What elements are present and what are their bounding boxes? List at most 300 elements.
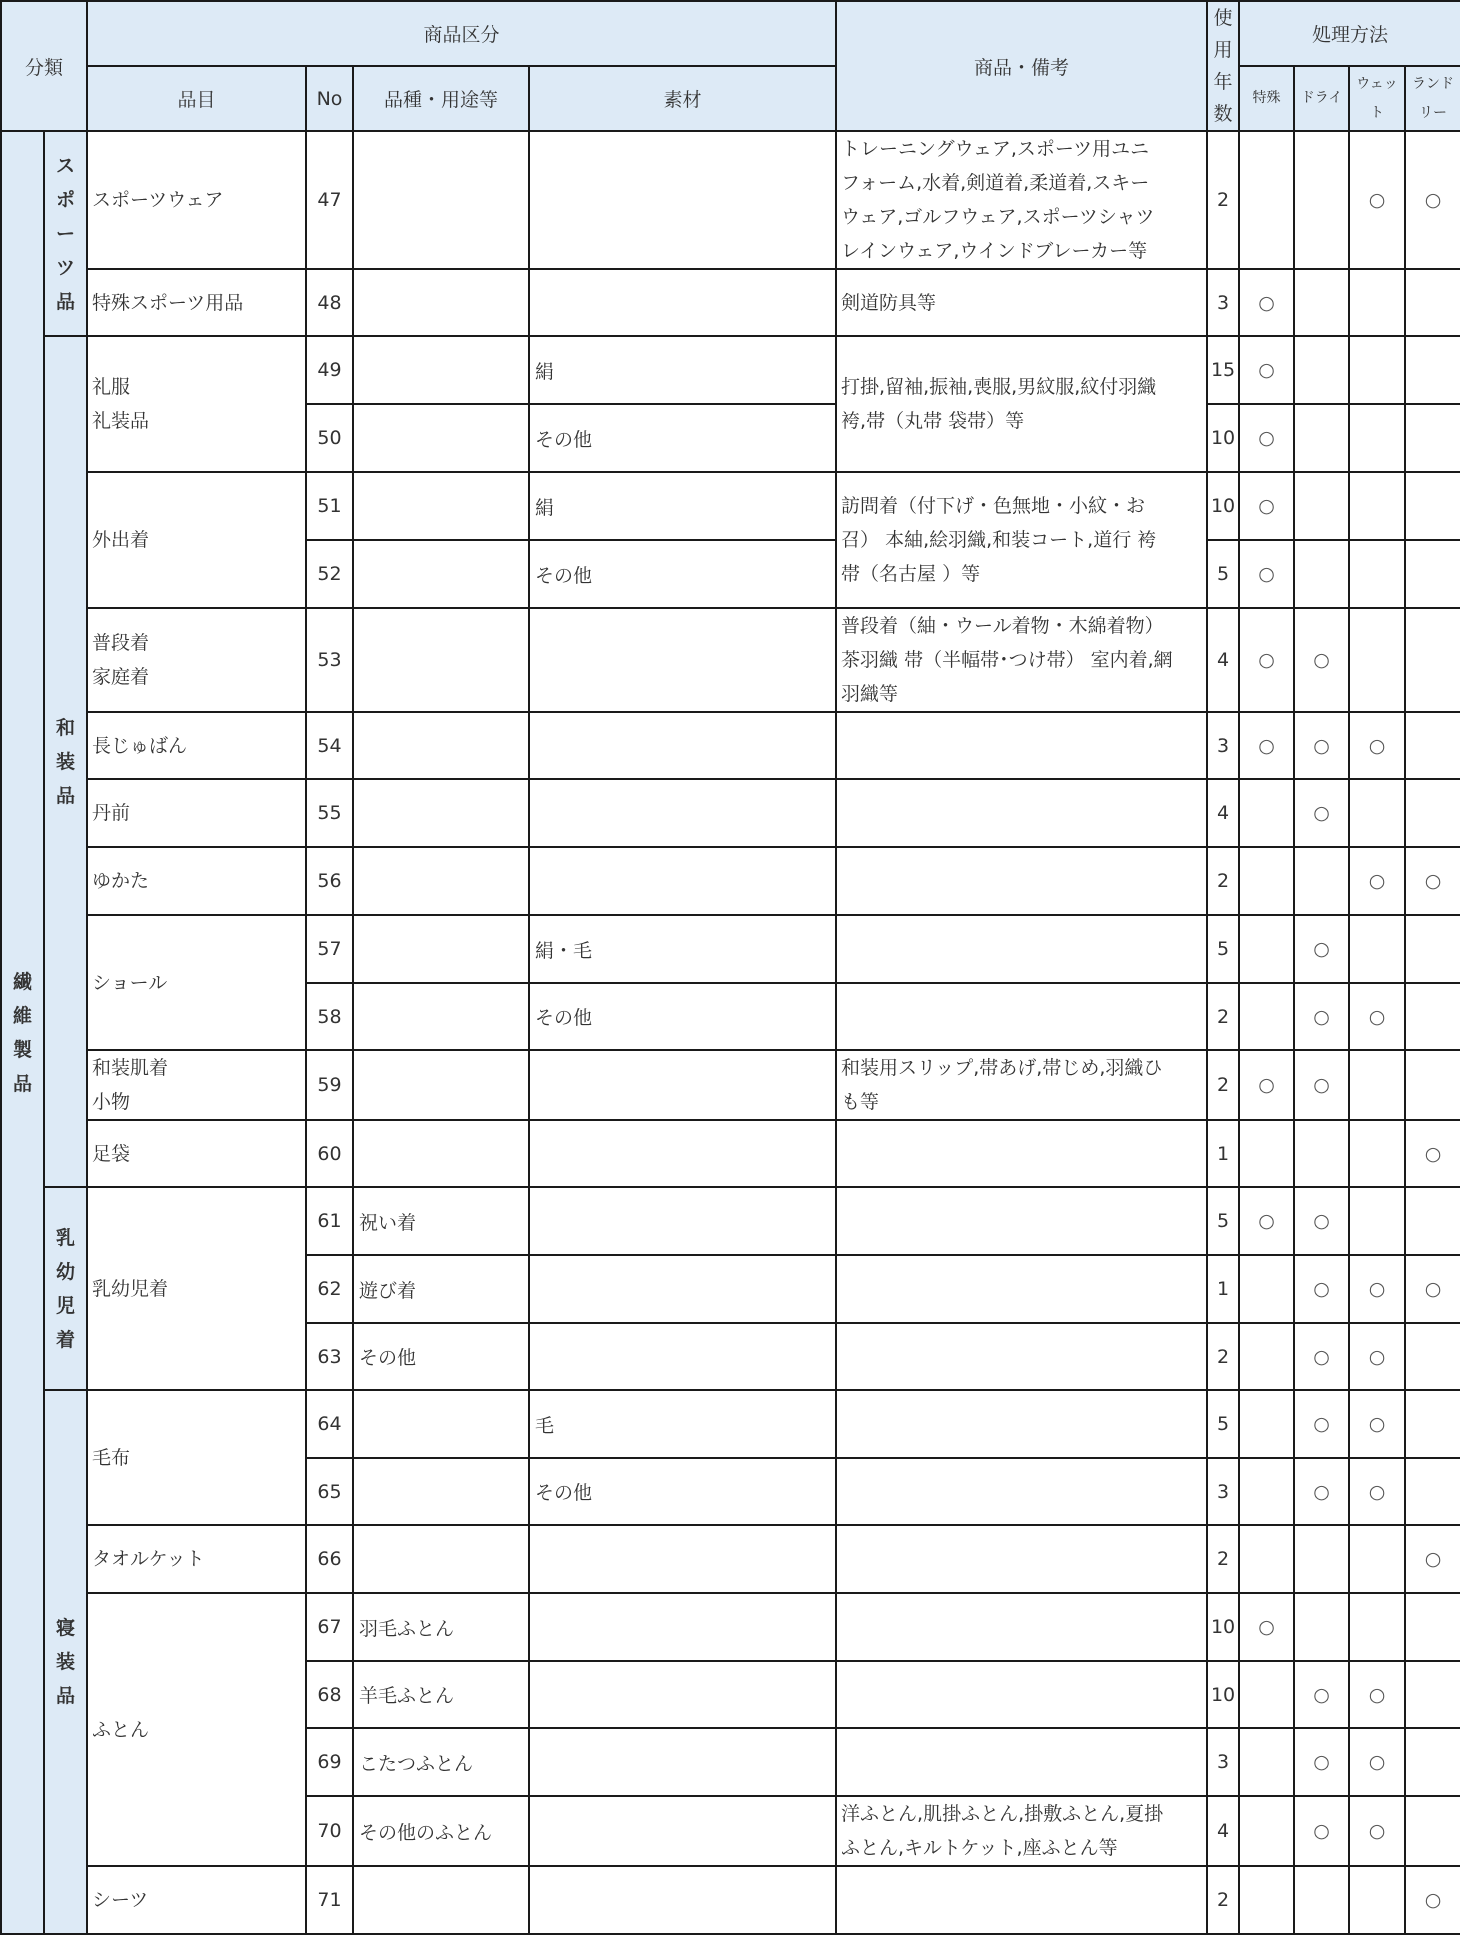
category-char: 品	[56, 1685, 76, 1707]
mark-wet	[1349, 540, 1405, 608]
item-sozai	[529, 608, 836, 712]
mark-dry: ○	[1294, 1255, 1349, 1323]
header-method-wet: ウェット	[1349, 66, 1405, 131]
note-line: トレーニングウェア,スポーツ用ユニ	[841, 138, 1150, 160]
header-method-dry: ドライ	[1294, 66, 1349, 131]
item-name-line: 礼服	[92, 376, 131, 398]
mark-dry: ○	[1294, 1661, 1349, 1728]
item-hinshu: 羽毛ふとん	[353, 1593, 529, 1661]
item-note	[836, 608, 1207, 712]
category-char: 品	[12, 1072, 32, 1095]
item-years: 10	[1207, 472, 1239, 540]
mark-laundry	[1405, 404, 1460, 472]
mark-tokushu	[1239, 1866, 1294, 1934]
item-sozai: その他	[529, 540, 836, 608]
mark-laundry: ○	[1405, 1255, 1460, 1323]
mark-tokushu	[1239, 1458, 1294, 1525]
item-name: 丹前	[87, 779, 306, 847]
item-years: 10	[1207, 1593, 1239, 1661]
item-note	[836, 712, 1207, 779]
note-line: 普段着（紬・ウール着物・木綿着物）	[841, 615, 1164, 637]
item-no: 60	[306, 1120, 353, 1187]
mark-laundry: ○	[1405, 1120, 1460, 1187]
item-name: タオルケット	[87, 1525, 306, 1593]
mark-tokushu	[1239, 1255, 1294, 1323]
mark-dry: ○	[1294, 1728, 1349, 1796]
mark-laundry: ○	[1405, 131, 1460, 269]
header-shohin-kubun: 商品区分	[87, 1, 836, 66]
item-hinshu: 羊毛ふとん	[353, 1661, 529, 1728]
item-no: 47	[306, 131, 353, 269]
header-shori-hoho: 処理方法	[1239, 1, 1460, 66]
item-name: 乳幼児着	[87, 1187, 306, 1390]
mark-tokushu: ○	[1239, 336, 1294, 404]
item-note	[836, 336, 1207, 472]
item-hinshu	[353, 1390, 529, 1458]
header-char: 使	[1213, 7, 1233, 29]
mark-laundry	[1405, 1593, 1460, 1661]
item-note	[836, 1390, 1207, 1458]
item-hinshu: その他	[353, 1323, 529, 1390]
item-years: 2	[1207, 1525, 1239, 1593]
item-sozai	[529, 1728, 836, 1796]
item-sozai	[529, 131, 836, 269]
item-sozai: 毛	[529, 1390, 836, 1458]
item-hinshu: 祝い着	[353, 1187, 529, 1255]
item-years: 4	[1207, 779, 1239, 847]
header-shohin-biko: 商品・備考	[836, 1, 1207, 131]
table-row	[1, 131, 1460, 269]
mark-dry	[1294, 1593, 1349, 1661]
item-no: 71	[306, 1866, 353, 1934]
mark-tokushu: ○	[1239, 1187, 1294, 1255]
table-row	[1, 915, 1460, 983]
item-name-line: 小物	[92, 1091, 131, 1113]
mark-tokushu: ○	[1239, 540, 1294, 608]
item-hinshu	[353, 1525, 529, 1593]
mark-laundry	[1405, 472, 1460, 540]
header-method-laundry: ランドリー	[1405, 66, 1460, 131]
item-years: 2	[1207, 847, 1239, 915]
item-name: 毛布	[87, 1390, 306, 1525]
item-note	[836, 779, 1207, 847]
category-char: ポ	[56, 188, 76, 211]
mark-dry	[1294, 131, 1349, 269]
item-note	[836, 915, 1207, 983]
table-row	[1, 608, 1460, 712]
subcategory-wasou	[44, 336, 87, 1187]
mark-dry	[1294, 472, 1349, 540]
table-row	[1, 472, 1460, 540]
mark-tokushu	[1239, 131, 1294, 269]
category-char: 製	[12, 1038, 32, 1061]
item-years: 2	[1207, 1323, 1239, 1390]
item-years: 5	[1207, 1390, 1239, 1458]
item-years: 10	[1207, 404, 1239, 472]
item-note	[836, 1525, 1207, 1593]
category-char: 品	[56, 290, 76, 313]
mark-wet	[1349, 1525, 1405, 1593]
mark-laundry	[1405, 1050, 1460, 1120]
mark-wet	[1349, 1187, 1405, 1255]
item-sozai	[529, 847, 836, 915]
mark-tokushu	[1239, 1728, 1294, 1796]
item-hinshu	[353, 131, 529, 269]
category-char: 幼	[56, 1260, 76, 1283]
item-sozai	[529, 1323, 836, 1390]
mark-dry: ○	[1294, 1050, 1349, 1120]
item-note	[836, 1255, 1207, 1323]
header-shiyo-nensu	[1207, 1, 1239, 131]
item-no: 68	[306, 1661, 353, 1728]
note-line: 羽織等	[841, 683, 899, 705]
mark-wet: ○	[1349, 1458, 1405, 1525]
item-years: 2	[1207, 1866, 1239, 1934]
category-char: ツ	[56, 256, 76, 279]
mark-laundry	[1405, 1458, 1460, 1525]
item-years: 5	[1207, 540, 1239, 608]
category-char: 寝	[56, 1617, 76, 1639]
item-sozai: 絹	[529, 472, 836, 540]
table-row	[1, 336, 1460, 404]
mark-dry: ○	[1294, 915, 1349, 983]
mark-tokushu: ○	[1239, 269, 1294, 336]
item-note	[836, 983, 1207, 1050]
header-no: No	[306, 66, 353, 131]
item-no: 53	[306, 608, 353, 712]
item-sozai	[529, 1187, 836, 1255]
mark-laundry	[1405, 983, 1460, 1050]
header-hinmoku: 品目	[87, 66, 306, 131]
item-sozai	[529, 1120, 836, 1187]
item-years: 15	[1207, 336, 1239, 404]
item-note	[836, 1187, 1207, 1255]
note-line: 茶羽織 帯（半幅帯･つけ帯） 室内着,網	[841, 649, 1173, 671]
category-char: ス	[56, 154, 76, 177]
header-char: 数	[1213, 103, 1233, 125]
item-note	[836, 1050, 1207, 1120]
item-sozai	[529, 1866, 836, 1934]
item-sozai	[529, 712, 836, 779]
mark-dry	[1294, 540, 1349, 608]
mark-laundry	[1405, 1661, 1460, 1728]
mark-wet	[1349, 779, 1405, 847]
note-line: 袴,帯（丸帯 袋帯）等	[841, 410, 1025, 432]
mark-laundry	[1405, 608, 1460, 712]
category-char: 装	[56, 1651, 76, 1673]
item-note	[836, 472, 1207, 608]
item-sozai: その他	[529, 983, 836, 1050]
item-no: 55	[306, 779, 353, 847]
header-row-1	[1, 1, 1460, 66]
mark-dry: ○	[1294, 1323, 1349, 1390]
item-hinshu	[353, 1866, 529, 1934]
item-hinshu	[353, 540, 529, 608]
item-name: 外出着	[87, 472, 306, 608]
item-no: 66	[306, 1525, 353, 1593]
item-years: 10	[1207, 1661, 1239, 1728]
table-row	[1, 1593, 1460, 1661]
item-name	[87, 336, 306, 472]
mark-wet	[1349, 915, 1405, 983]
item-no: 51	[306, 472, 353, 540]
item-no: 67	[306, 1593, 353, 1661]
mark-wet	[1349, 404, 1405, 472]
category-char: 装	[56, 750, 76, 773]
item-no: 70	[306, 1796, 353, 1866]
mark-wet	[1349, 472, 1405, 540]
table-row	[1, 269, 1460, 336]
mark-wet: ○	[1349, 1728, 1405, 1796]
item-sozai	[529, 269, 836, 336]
mark-wet: ○	[1349, 1255, 1405, 1323]
note-line: 召） 本紬,絵羽織,和装コート,道行 袴	[841, 529, 1157, 551]
mark-wet: ○	[1349, 847, 1405, 915]
mark-dry	[1294, 404, 1349, 472]
mark-tokushu: ○	[1239, 472, 1294, 540]
item-note	[836, 1593, 1207, 1661]
mark-laundry	[1405, 1728, 1460, 1796]
table-row	[1, 712, 1460, 779]
mark-tokushu	[1239, 1390, 1294, 1458]
item-note	[836, 1458, 1207, 1525]
mark-tokushu: ○	[1239, 1050, 1294, 1120]
item-sozai	[529, 1525, 836, 1593]
item-sozai	[529, 1593, 836, 1661]
mark-wet: ○	[1349, 131, 1405, 269]
item-hinshu	[353, 983, 529, 1050]
mark-wet: ○	[1349, 712, 1405, 779]
table-row	[1, 1866, 1460, 1934]
item-hinshu: こたつふとん	[353, 1728, 529, 1796]
item-hinshu	[353, 1458, 529, 1525]
mark-laundry	[1405, 1187, 1460, 1255]
table-row	[1, 1120, 1460, 1187]
item-name: ゆかた	[87, 847, 306, 915]
mark-wet: ○	[1349, 1796, 1405, 1866]
mark-tokushu	[1239, 1661, 1294, 1728]
item-years: 4	[1207, 608, 1239, 712]
category-char: 着	[56, 1328, 76, 1351]
mark-dry: ○	[1294, 712, 1349, 779]
header-char: 用	[1213, 39, 1233, 61]
mark-laundry	[1405, 269, 1460, 336]
item-hinshu	[353, 712, 529, 779]
mark-wet	[1349, 608, 1405, 712]
item-sozai	[529, 1050, 836, 1120]
mark-dry: ○	[1294, 1187, 1349, 1255]
mark-dry: ○	[1294, 1458, 1349, 1525]
mark-wet	[1349, 1120, 1405, 1187]
table-row	[1, 1050, 1460, 1120]
item-hinshu	[353, 779, 529, 847]
category-char: ー	[56, 222, 76, 245]
item-name-line: 礼装品	[92, 410, 150, 432]
item-years: 1	[1207, 1120, 1239, 1187]
mark-tokushu	[1239, 779, 1294, 847]
item-sozai: 絹・毛	[529, 915, 836, 983]
note-line: レインウェア,ウインドブレーカー等	[841, 240, 1148, 262]
category-char: 品	[56, 784, 76, 807]
category-char: 和	[56, 716, 76, 739]
mark-dry	[1294, 1525, 1349, 1593]
item-no: 52	[306, 540, 353, 608]
mark-tokushu: ○	[1239, 404, 1294, 472]
table-row	[1, 847, 1460, 915]
item-hinshu	[353, 608, 529, 712]
item-no: 57	[306, 915, 353, 983]
mark-laundry	[1405, 915, 1460, 983]
note-line: 洋ふとん,肌掛ふとん,掛敷ふとん,夏掛	[841, 1803, 1164, 1825]
note-line: ふとん,キルトケット,座ふとん等	[841, 1837, 1118, 1859]
subcategory-nyuyoji	[44, 1187, 87, 1390]
mark-wet: ○	[1349, 1390, 1405, 1458]
item-hinshu	[353, 1120, 529, 1187]
item-no: 65	[306, 1458, 353, 1525]
table-row	[1, 1525, 1460, 1593]
mark-dry	[1294, 336, 1349, 404]
item-sozai: その他	[529, 404, 836, 472]
mark-wet: ○	[1349, 983, 1405, 1050]
mark-tokushu	[1239, 1120, 1294, 1187]
item-name: シーツ	[87, 1866, 306, 1934]
item-name: 特殊スポーツ用品	[87, 269, 306, 336]
mark-laundry	[1405, 712, 1460, 779]
item-hinshu	[353, 404, 529, 472]
item-no: 48	[306, 269, 353, 336]
item-years: 3	[1207, 1728, 1239, 1796]
mark-wet: ○	[1349, 1323, 1405, 1390]
item-note	[836, 1323, 1207, 1390]
item-sozai	[529, 1796, 836, 1866]
item-no: 58	[306, 983, 353, 1050]
subcategory-shinsou	[44, 1390, 87, 1934]
item-note	[836, 1120, 1207, 1187]
category-char: 維	[12, 1004, 32, 1027]
category-char: 繊	[12, 970, 32, 993]
item-no: 62	[306, 1255, 353, 1323]
item-note	[836, 1796, 1207, 1866]
item-note	[836, 131, 1207, 269]
mark-wet: ○	[1349, 1661, 1405, 1728]
item-hinshu	[353, 847, 529, 915]
item-no: 50	[306, 404, 353, 472]
item-years: 3	[1207, 712, 1239, 779]
header-hinshu-yoto: 品種・用途等	[353, 66, 529, 131]
note-line: 訪問着（付下げ・色無地・小紋・お	[841, 495, 1146, 517]
item-name: スポーツウェア	[87, 131, 306, 269]
item-years: 2	[1207, 131, 1239, 269]
item-no: 59	[306, 1050, 353, 1120]
item-name: 長じゅばん	[87, 712, 306, 779]
item-no: 63	[306, 1323, 353, 1390]
header-char: 年	[1213, 71, 1233, 93]
mark-laundry: ○	[1405, 847, 1460, 915]
mark-laundry	[1405, 540, 1460, 608]
item-name-line: 家庭着	[92, 666, 150, 688]
mark-tokushu	[1239, 1525, 1294, 1593]
note-line: ウェア,ゴルフウェア,スポーツシャツ	[841, 206, 1155, 228]
mark-laundry	[1405, 336, 1460, 404]
item-name-line: 普段着	[92, 632, 150, 654]
mark-tokushu	[1239, 1796, 1294, 1866]
item-name: ふとん	[87, 1593, 306, 1866]
note-line: 和装用スリップ,帯あげ,帯じめ,羽織ひ	[841, 1057, 1163, 1079]
note-line: フォーム,水着,剣道着,柔道着,スキー	[841, 172, 1150, 194]
table-row	[1, 1390, 1460, 1458]
item-hinshu: その他のふとん	[353, 1796, 529, 1866]
item-years: 2	[1207, 1050, 1239, 1120]
mark-laundry: ○	[1405, 1525, 1460, 1593]
mark-dry	[1294, 1866, 1349, 1934]
item-sozai: 絹	[529, 336, 836, 404]
item-hinshu	[353, 269, 529, 336]
mark-wet	[1349, 1050, 1405, 1120]
category-textile	[1, 131, 44, 1934]
note-line: も等	[841, 1091, 880, 1113]
item-no: 54	[306, 712, 353, 779]
mark-tokushu	[1239, 983, 1294, 1050]
item-no: 61	[306, 1187, 353, 1255]
note-line: 打掛,留袖,振袖,喪服,男紋服,紋付羽織	[841, 376, 1157, 398]
item-note	[836, 1728, 1207, 1796]
item-name	[87, 1050, 306, 1120]
mark-tokushu: ○	[1239, 712, 1294, 779]
mark-dry	[1294, 847, 1349, 915]
mark-wet	[1349, 336, 1405, 404]
item-sozai	[529, 1661, 836, 1728]
item-hinshu	[353, 336, 529, 404]
mark-wet	[1349, 269, 1405, 336]
mark-laundry	[1405, 1796, 1460, 1866]
category-char: 児	[56, 1294, 76, 1317]
mark-dry	[1294, 269, 1349, 336]
note-line: 帯（名古屋 ）等	[841, 563, 981, 585]
item-name: ショール	[87, 915, 306, 1050]
item-no: 64	[306, 1390, 353, 1458]
item-sozai: その他	[529, 1458, 836, 1525]
item-hinshu	[353, 1050, 529, 1120]
table-row	[1, 1187, 1460, 1255]
item-note: 剣道防具等	[836, 269, 1207, 336]
item-no: 56	[306, 847, 353, 915]
item-name-line: 和装肌着	[92, 1057, 169, 1079]
item-note	[836, 847, 1207, 915]
header-method-tokushu: 特殊	[1239, 66, 1294, 131]
mark-laundry	[1405, 1323, 1460, 1390]
item-note	[836, 1866, 1207, 1934]
mark-dry: ○	[1294, 779, 1349, 847]
item-years: 2	[1207, 983, 1239, 1050]
item-sozai	[529, 1255, 836, 1323]
mark-tokushu: ○	[1239, 608, 1294, 712]
mark-dry: ○	[1294, 608, 1349, 712]
header-bunrui: 分類	[1, 1, 87, 131]
item-note	[836, 1661, 1207, 1728]
item-sozai	[529, 779, 836, 847]
mark-tokushu	[1239, 847, 1294, 915]
mark-laundry	[1405, 779, 1460, 847]
mark-dry: ○	[1294, 1390, 1349, 1458]
mark-dry	[1294, 1120, 1349, 1187]
item-hinshu	[353, 915, 529, 983]
mark-tokushu	[1239, 1323, 1294, 1390]
table-row	[1, 779, 1460, 847]
item-hinshu	[353, 472, 529, 540]
item-years: 5	[1207, 1187, 1239, 1255]
mark-tokushu: ○	[1239, 1593, 1294, 1661]
item-name: 足袋	[87, 1120, 306, 1187]
